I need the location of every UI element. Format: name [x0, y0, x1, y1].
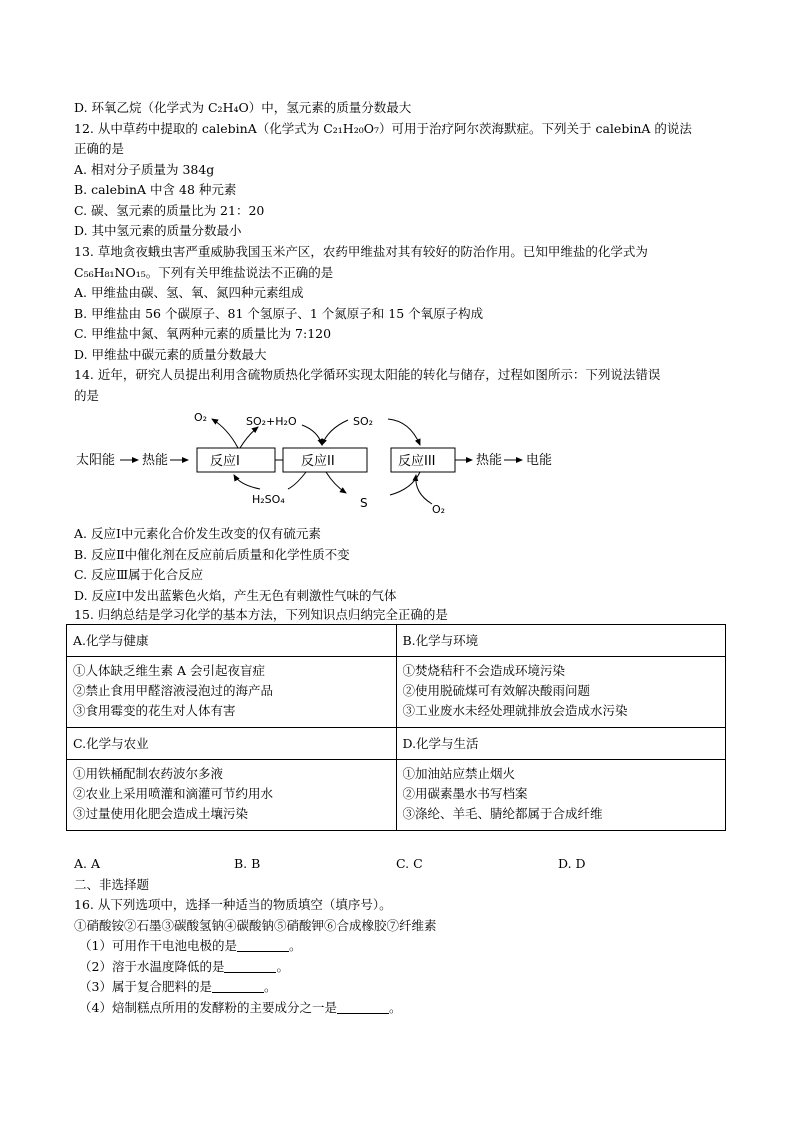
so2-label: SO₂	[353, 415, 374, 428]
s-label: S	[360, 496, 368, 510]
q16-sub-4-text: （4）焙制糕点所用的发酵粉的主要成分之一是	[79, 1000, 337, 1015]
heat-energy-label-1: 热能	[142, 453, 169, 468]
q16-sub-2-blank[interactable]	[224, 960, 276, 973]
q16-sub-4-period: 。	[388, 1000, 402, 1015]
table-c-item-1: ①用铁桶配制农药波尔多液	[73, 766, 224, 781]
table-d-item-2: ②用碳素墨水书写档案	[402, 786, 528, 801]
arrow-r2-to-h2so4-line	[288, 472, 306, 489]
table-c-item-3: ③过量使用化肥会造成土壤污染	[73, 806, 249, 821]
q13-option-b: B. 甲维盐由 56 个碳原子、81 个氢原子、1 个氮原子和 15 个氧原子构成	[74, 306, 484, 321]
arrow-r2-to-s	[326, 472, 346, 493]
table-c-body	[67, 760, 397, 831]
reaction-2-label: 反应II	[301, 454, 335, 469]
q16-sub-2	[79, 958, 289, 975]
q12-stem-line2: 正确的是	[74, 141, 125, 156]
table-b-head: B.化学与环境	[396, 625, 726, 657]
so2-h2o-label: SO₂+H₂O	[246, 415, 297, 428]
q15-option-b: B. B	[234, 856, 261, 871]
arrow-so2h2o-to-r2	[302, 425, 322, 445]
q12-option-d: D. 其中氢元素的质量分数最小	[74, 223, 242, 238]
heat-energy-label-2: 热能	[476, 453, 503, 468]
q16-sub-1	[79, 937, 301, 954]
table-b-body	[396, 657, 726, 728]
table-a-body	[67, 657, 397, 728]
reaction-3-label: 反应III	[398, 454, 436, 469]
q14-stem-line2: 的是	[74, 388, 100, 403]
table-a-head: A.化学与健康	[67, 625, 397, 657]
q12-option-c: C. 碳、氢元素的质量比为 21：20	[74, 203, 265, 218]
q13-option-d: D. 甲维盐中碳元素的质量分数最大	[74, 347, 267, 362]
q16-sub-3-blank[interactable]	[212, 980, 264, 993]
q16-sub-3-text: （3）属于复合肥料的是	[79, 979, 212, 994]
arrow-so2-to-r2	[322, 420, 348, 445]
table-c-head: C.化学与农业	[67, 728, 397, 760]
arrow-so2-to-r3	[388, 419, 420, 445]
q13-option-c: C. 甲维盐中氮、氧两种元素的质量比为 7:120	[74, 326, 332, 341]
q15-option-d: D. D	[558, 856, 586, 871]
q12-option-a: A. 相对分子质量为 384g	[74, 162, 215, 177]
q16-sub-2-text: （2）溶于水温度降低的是	[79, 959, 225, 974]
q15-option-c: C. C	[396, 856, 423, 871]
q13-stem-line2: C₅₆H₈₁NO₁₅。下列有关甲维盐说法不正确的是	[74, 265, 334, 280]
q16-choices: ①硝酸铵②石墨③碳酸氢钠④碳酸钠⑤硝酸钾⑥合成橡胶⑦纤维素	[74, 918, 437, 933]
table-d-item-1: ①加油站应禁止烟火	[402, 766, 516, 781]
table-d-head: D.化学与生活	[396, 728, 726, 760]
electric-energy-label: 电能	[526, 453, 553, 468]
table-d-body	[396, 760, 726, 831]
q16-sub-2-period: 。	[276, 959, 289, 974]
table-b-item-2: ②使用脱硫煤可有效解决酸雨问题	[402, 683, 591, 698]
h2so4-label: H₂SO₄	[252, 493, 285, 506]
section-2-heading: 二、非选择题	[74, 877, 150, 892]
table-b-item-1: ①焚烧秸秆不会造成环境污染	[402, 663, 566, 678]
q16-sub-1-blank[interactable]	[237, 939, 289, 952]
q12-stem-line1: 12. 从中草药中提取的 calebinA（化学式为 C₂₁H₂₀O₇）可用于治疗阿尔茨海默症。下列关于 calebinA 的说法	[74, 121, 692, 136]
arrow-o2-to-r3	[416, 475, 432, 504]
q15-knowledge-table	[66, 624, 726, 831]
q14-option-d: D. 反应Ⅰ中发出蓝紫色火焰，产生无色有刺激性气味的气体	[74, 588, 397, 603]
solar-energy-label: 太阳能	[76, 453, 116, 468]
q14-option-c: C. 反应Ⅲ属于化合反应	[74, 567, 204, 582]
q14-option-a: A. 反应Ⅰ中元素化合价发生改变的仅有硫元素	[74, 526, 321, 541]
q15-option-a: A. A	[74, 856, 101, 871]
q16-sub-1-period: 。	[288, 938, 302, 953]
o2-bottom-label: O₂	[432, 503, 446, 516]
q14-option-b: B. 反应Ⅱ中催化剂在反应前后质量和化学性质不变	[74, 547, 350, 562]
table-a-item-1: ①人体缺乏维生素 A 会引起夜盲症	[73, 663, 265, 678]
table-a-item-3: ③食用霉变的花生对人体有害	[73, 703, 236, 718]
table-a-item-2: ②禁止食用甲醛溶液浸泡过的海产品	[73, 683, 274, 698]
q16-sub-4-blank[interactable]	[337, 1001, 389, 1014]
q16-sub-3-period: 。	[263, 979, 277, 994]
q16-stem: 16. 从下列选项中，选择一种适当的物质填空（填序号）。	[74, 897, 392, 912]
table-b-item-3: ③工业废水未经处理就排放会造成水污染	[402, 703, 628, 718]
q16-sub-1-text: （1）可用作干电池电极的是	[79, 938, 237, 953]
q16-sub-4	[79, 999, 401, 1016]
q14-stem-line1: 14. 近年，研究人员提出利用含硫物质热化学循环实现太阳能的转化与储存，过程如图所示：下列说法错误	[74, 367, 661, 382]
q16-sub-3	[79, 978, 276, 995]
sulfur-cycle-diagram	[70, 403, 570, 518]
q11-option-d: D. 环氧乙烷（化学式为 C₂H₄O）中，氢元素的质量分数最大	[74, 100, 412, 115]
q13-option-a: A. 甲维盐由碳、氢、氧、氮四种元素组成	[74, 285, 304, 300]
table-d-item-3: ③涤纶、羊毛、腈纶都属于合成纤维	[402, 806, 603, 821]
arrow-h2so4-to-r1	[234, 475, 260, 489]
arrow-r1-to-so2h2o	[240, 427, 258, 448]
q15-stem: 15. 归纳总结是学习化学的基本方法，下列知识点归纳完全正确的是	[74, 607, 448, 622]
q12-option-b: B. calebinA 中含 48 种元素	[74, 182, 237, 197]
o2-top-label: O₂	[194, 411, 208, 424]
arrow-r1-to-o2	[212, 419, 238, 448]
reaction-1-label: 反应I	[210, 454, 240, 469]
table-c-item-2: ②农业上采用喷灌和滴灌可节约用水	[73, 786, 274, 801]
q13-stem-line1: 13. 草地贪夜蛾虫害严重威胁我国玉米产区，农药甲维盐对其有较好的防治作用。已知甲维盐的化学式为	[74, 244, 648, 259]
